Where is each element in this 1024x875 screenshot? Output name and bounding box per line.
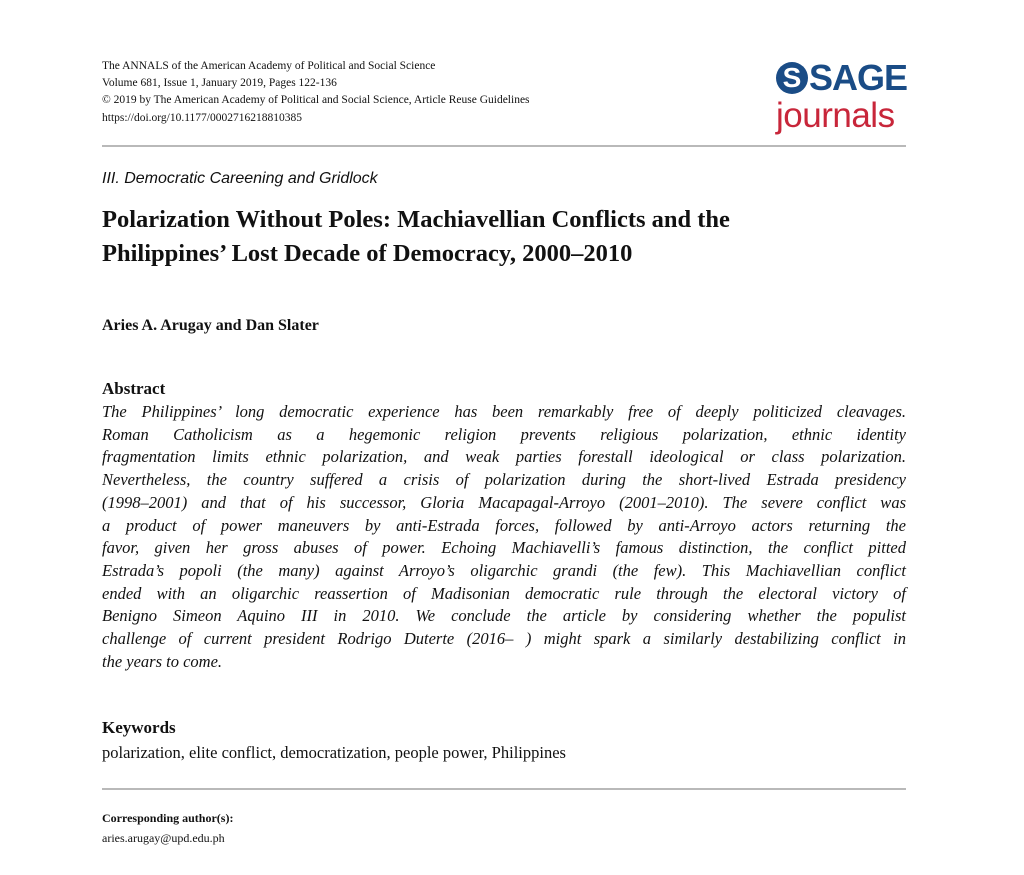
section-label: III. Democratic Careening and Gridlock <box>102 170 378 187</box>
abstract-line: Estrada’s popoli (the many) against Arroyo’s oligarchic grandi (the few). This Machiavellian conflict <box>102 560 906 580</box>
article-title-line-2: Philippines’ Lost Decade of Democracy, 2000–2010 <box>102 240 633 267</box>
corresponding-author-email[interactable]: aries.arugay@upd.edu.ph <box>102 831 225 845</box>
abstract-line: ended with an oligarchic reassertion of Madisonian democratic rule through the electoral victory of <box>102 583 906 603</box>
abstract-line: a product of power maneuvers by anti-Estrada forces, followed by anti-Arroyo actors returning the <box>102 515 906 535</box>
abstract-body <box>102 401 906 673</box>
sage-s-icon: S <box>776 62 808 94</box>
corresponding-author-heading: Corresponding author(s): <box>102 811 234 825</box>
abstract-line: Benigno Simeon Aquino III in 2010. We conclude the article by considering whether the populist <box>102 606 906 626</box>
footer-divider <box>102 788 906 790</box>
sage-text: SAGE <box>809 57 908 98</box>
article-title-line-1: Polarization Without Poles: Machiavellian Conflicts and the <box>102 206 730 233</box>
journal-name: The ANNALS of the American Academy of Political and Social Science <box>102 60 436 72</box>
abstract-line: (1998–2001) and that of his successor, Gloria Macapagal-Arroyo (2001–2010). The severe conflict was <box>102 492 906 512</box>
journal-doi-link[interactable]: https://doi.org/10.1177/0002716218810385 <box>102 111 302 124</box>
abstract-line: challenge of current president Rodrigo Duterte (2016– ) might spark a similarly destabilizing conflict in <box>102 629 906 649</box>
journals-text: journals <box>776 96 895 135</box>
journal-copyright: © 2019 by The American Academy of Political and Social Science, Article Reuse Guidelines <box>102 94 530 107</box>
abstract-line: Roman Catholicism as a hegemonic religion prevents religious polarization, ethnic identity <box>102 424 906 444</box>
article-authors: Aries A. Arugay and Dan Slater <box>102 317 319 334</box>
sage-wordmark <box>776 58 907 98</box>
keywords-list: polarization, elite conflict, democratization, people power, Philippines <box>102 743 566 762</box>
journal-citation-block <box>102 58 702 127</box>
header-divider <box>102 145 906 147</box>
abstract-line: Nevertheless, the country suffered a crisis of polarization during the short-lived Estrada presidency <box>102 470 906 490</box>
abstract-line: fragmentation limits ethnic polarization, and weak parties forestall ideological or class polarization. <box>102 447 906 467</box>
article-title <box>102 203 912 271</box>
keywords-heading: Keywords <box>102 718 176 737</box>
abstract-line: favor, given her gross abuses of power. Echoing Machiavelli’s famous distinction, the conflict pitted <box>102 538 906 558</box>
abstract-line: The Philippines’ long democratic experience has been remarkably free of deeply politicized cleavages. <box>102 402 906 421</box>
abstract-heading: Abstract <box>102 379 166 398</box>
sage-journals-logo <box>776 58 911 138</box>
journal-volume-issue: Volume 681, Issue 1, January 2019, Pages 122-136 <box>102 77 337 90</box>
abstract-line: the years to come. <box>102 651 223 671</box>
